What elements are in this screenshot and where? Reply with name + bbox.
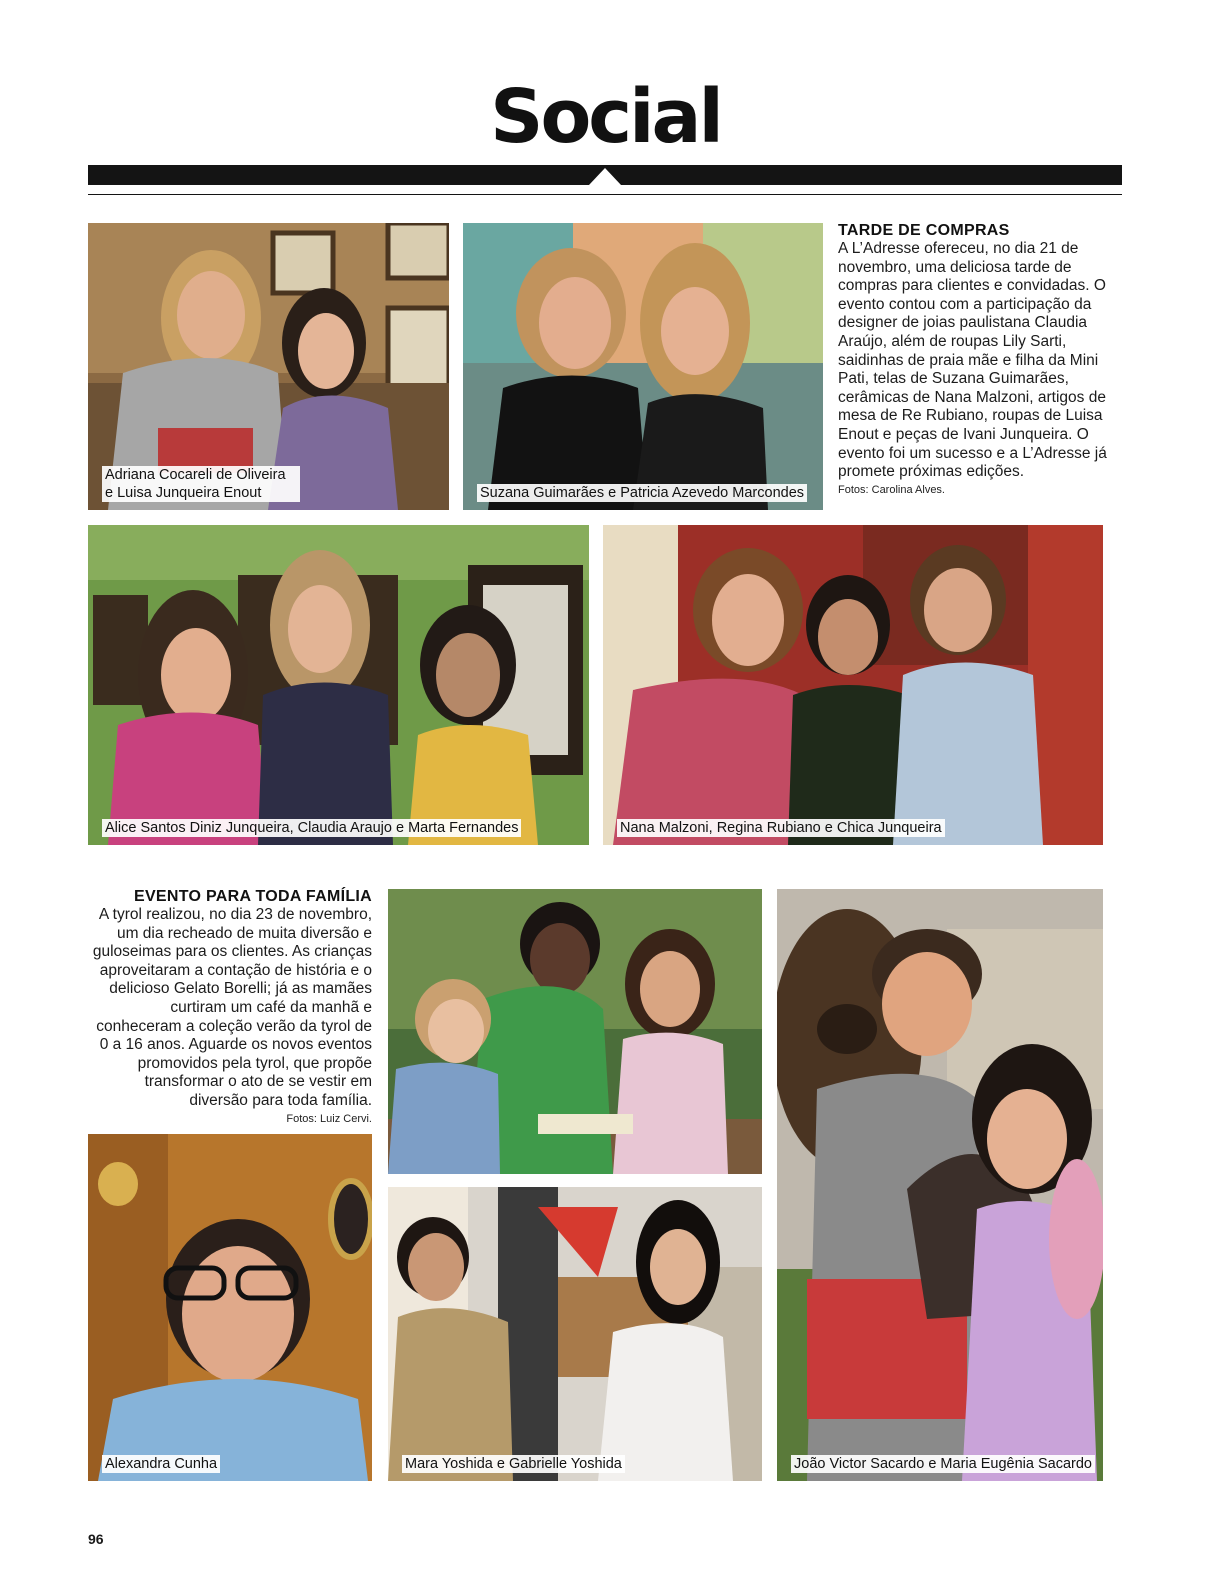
photo-image	[463, 223, 823, 510]
page-number: 96	[88, 1531, 104, 1547]
photo-nana-regina-chica	[603, 525, 1103, 845]
photo-image	[88, 1134, 372, 1481]
photo-caption: Nana Malzoni, Regina Rubiano e Chica Junqueira	[617, 819, 945, 837]
photo-caption: Alexandra Cunha	[102, 1455, 220, 1473]
photo-alice-claudia-marta	[88, 525, 589, 845]
article-heading: TARDE DE COMPRAS	[838, 222, 1010, 239]
photo-image	[388, 889, 762, 1174]
article-body: A tyrol realizou, no dia 23 de novembro, um dia recheado de muita diversão e guloseimas para os clientes. As crianças aproveitaram a contação de história e o delicioso Gelato Borelli; já as mamães curtiram um café da manhã e conheceram a coleção verão da tyrol de 0 a 16 anos. Aguarde os novos eventos promovidos pela tyrol, que propõe transformar o ato de se vestir em diversão para toda família.	[92, 906, 372, 1109]
photo-caption: João Victor Sacardo e Maria Eugênia Sacardo	[791, 1455, 1095, 1473]
photo-suzana-patricia	[463, 223, 823, 510]
photo-adriana-luisa	[88, 223, 449, 510]
article-heading: EVENTO PARA TODA FAMÍLIA	[133, 888, 372, 905]
title-rule-thin	[88, 194, 1122, 195]
page-title: Social	[490, 74, 721, 160]
photo-storytelling	[388, 889, 762, 1174]
article-evento-para-toda-familia	[90, 887, 372, 1126]
photo-caption: Adriana Cocareli de Oliveira e Luisa Junqueira Enout	[102, 466, 300, 502]
photo-alexandra	[88, 1134, 372, 1481]
photo-credit: Fotos: Carolina Alves.	[838, 483, 945, 496]
photo-image	[603, 525, 1103, 845]
photo-caption: Mara Yoshida e Gabrielle Yoshida	[402, 1455, 625, 1473]
rule-notch	[589, 168, 621, 185]
article-tarde-de-compras	[838, 221, 1108, 497]
photo-caption: Alice Santos Diniz Junqueira, Claudia Araujo e Marta Fernandes	[102, 819, 521, 837]
photo-caption: Suzana Guimarães e Patricia Azevedo Marcondes	[477, 484, 807, 502]
article-body: A L’Adresse ofereceu, no dia 21 de novembro, uma deliciosa tarde de compras para clientes e convidadas. O evento contou com a participação da designer de joias paulistana Claudia Araújo, além de roupas Lily Sarti, saidinhas de praia mãe e filha da Mini Pati, telas de Suzana Guimarães, cerâmicas de Nana Malzoni, artigos de mesa de Re Rubiano, roupas de Luisa Enout e peças de Ivani Junqueira. O evento foi um sucesso e a L’Adresse já promete próximas edições.	[838, 240, 1107, 481]
photo-image	[777, 889, 1103, 1481]
photo-image	[88, 525, 589, 845]
photo-mara-gabrielle	[388, 1187, 762, 1481]
photo-credit: Fotos: Luiz Cervi.	[286, 1112, 372, 1125]
photo-image	[388, 1187, 762, 1481]
photo-joao-maria	[777, 889, 1103, 1481]
